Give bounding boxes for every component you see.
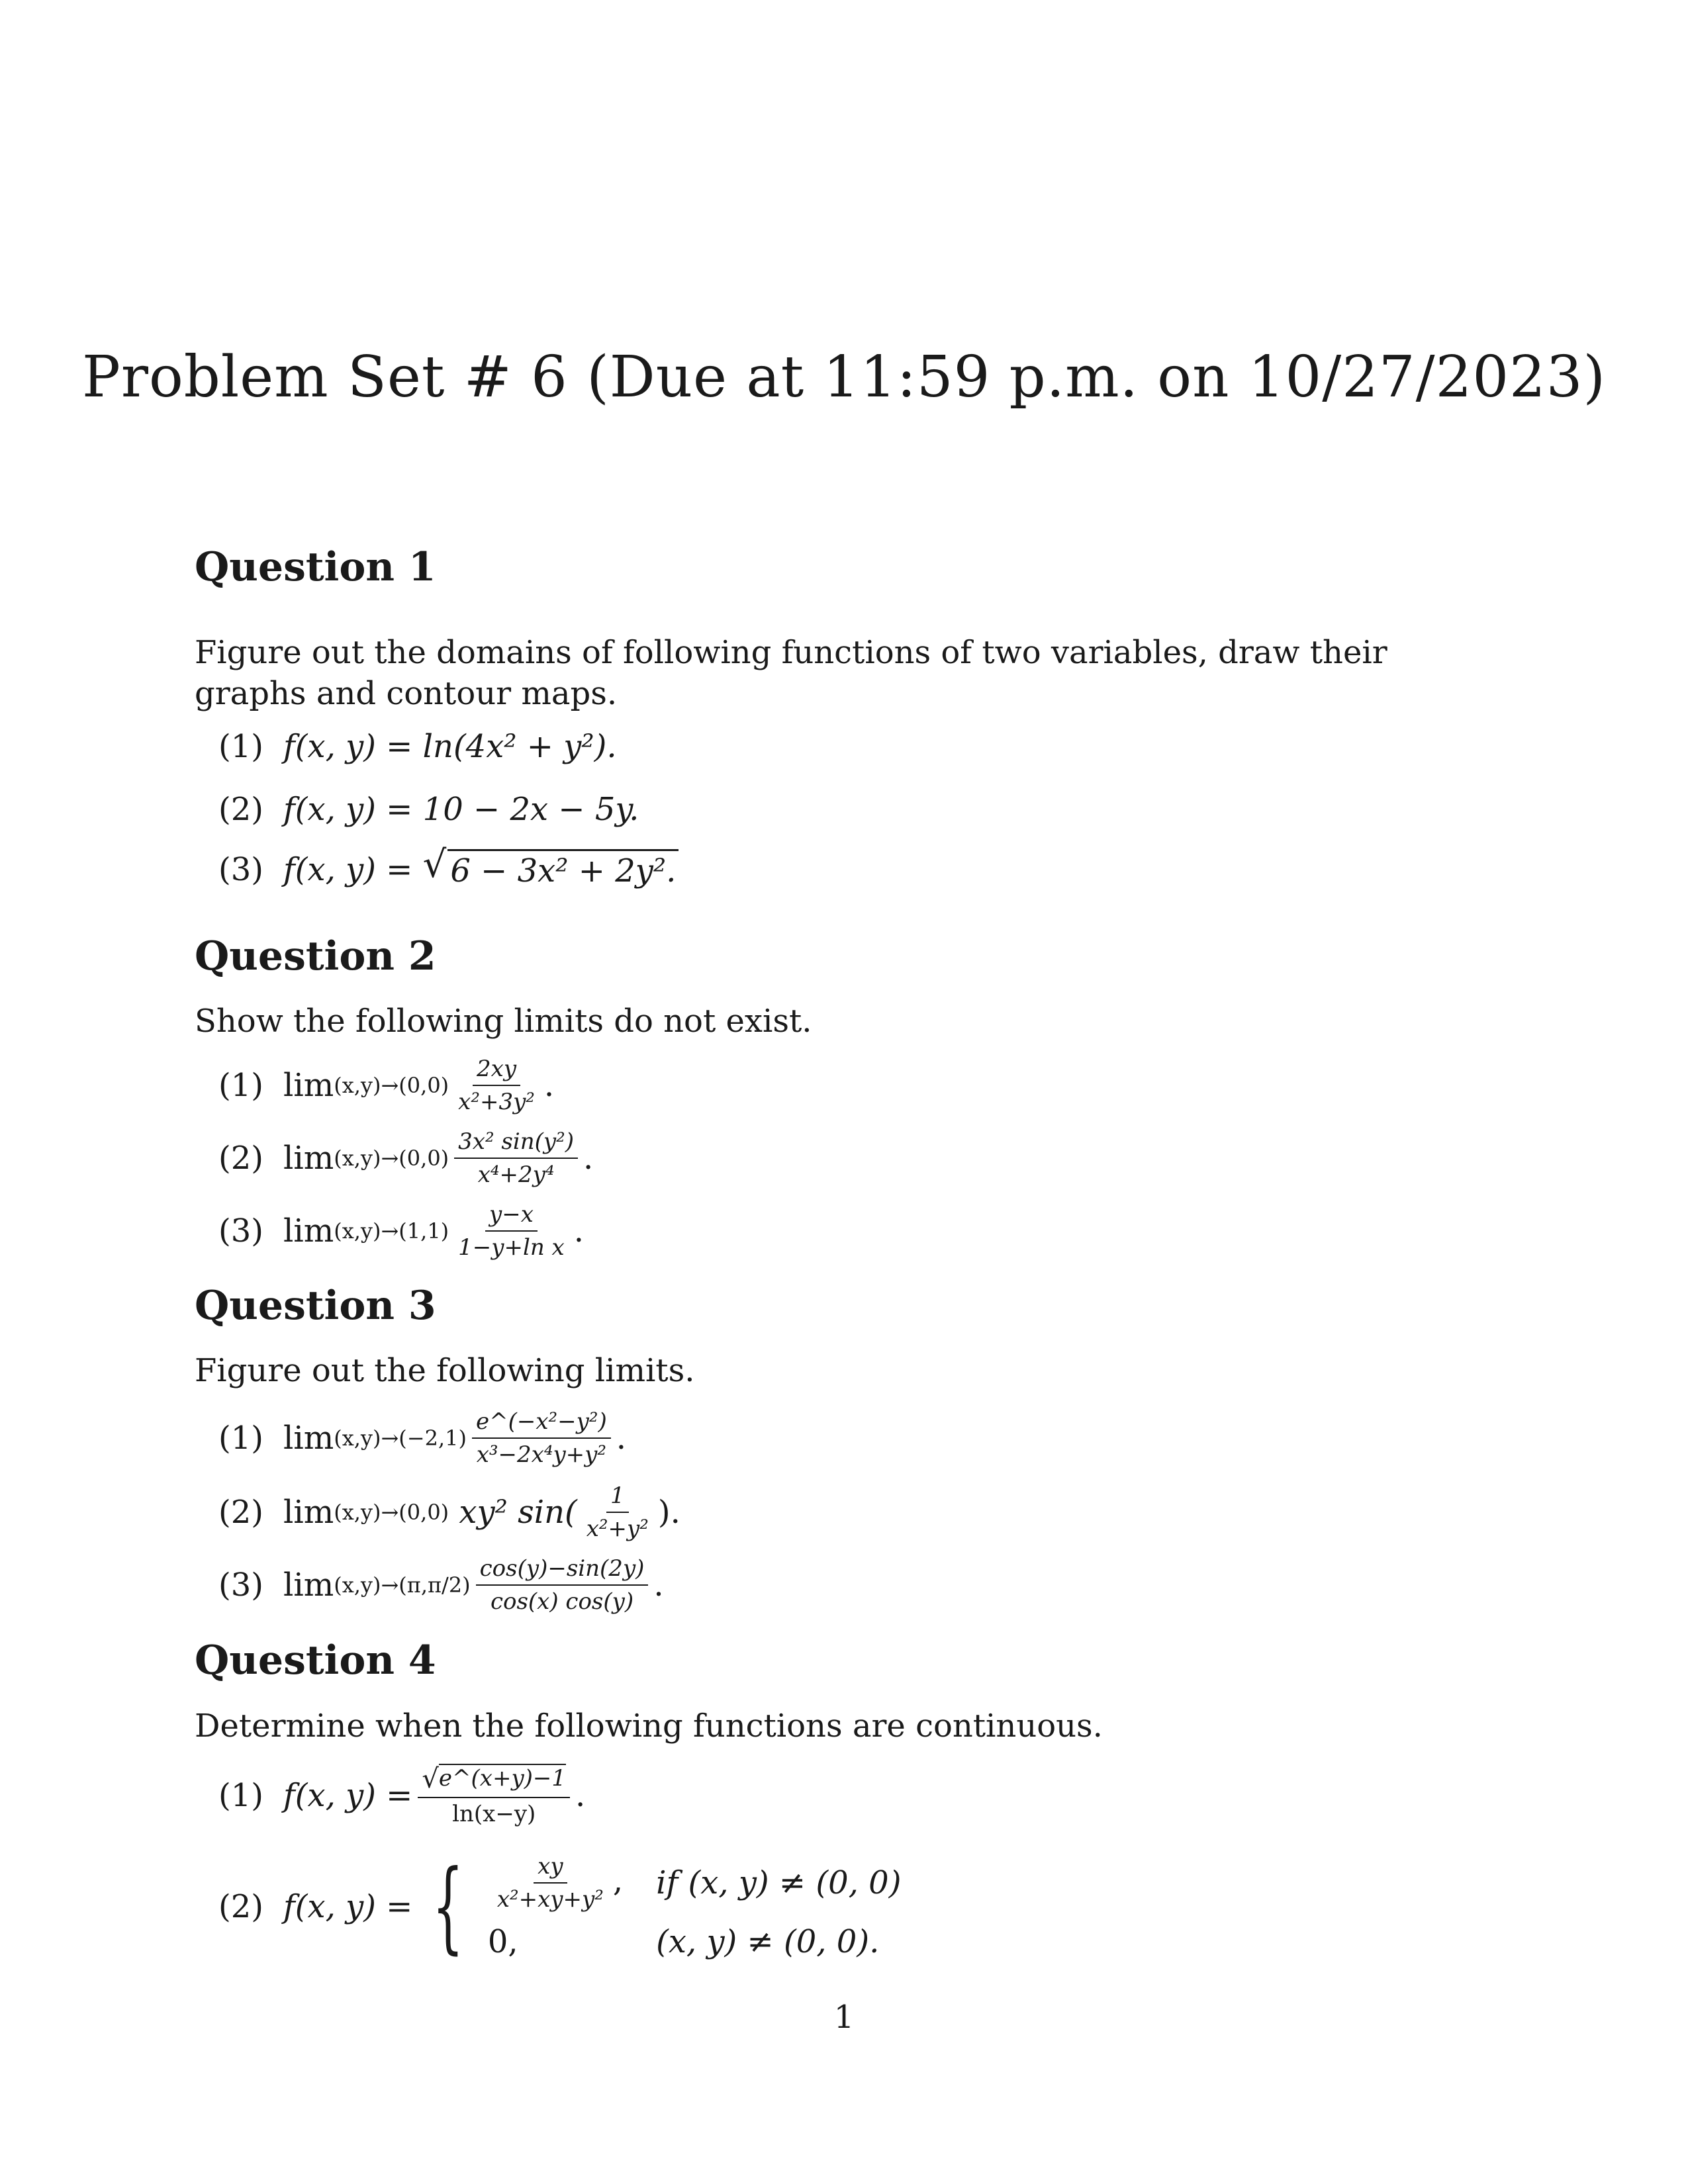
expression-prefix: xy² sin( <box>459 1494 577 1531</box>
case-2-value: 0, <box>487 1923 518 1960</box>
radical-sign: √ <box>422 843 447 886</box>
case-rows <box>488 1853 902 1960</box>
denominator: cos(x) cos(y) <box>490 1588 634 1615</box>
question-3-heading: Question 3 <box>195 1283 436 1329</box>
limit-subscript: (x,y)→(−2,1) <box>334 1426 467 1451</box>
fraction <box>454 1128 578 1188</box>
question-4-prompt: Determine when the following functions are continuous. <box>195 1707 1103 1745</box>
limit-operator: lim <box>283 1212 334 1250</box>
left-brace: { <box>432 1849 464 1964</box>
item-number: (2) <box>218 1888 263 1925</box>
item-number: (2) <box>218 791 263 828</box>
limit-operator: lim <box>283 1494 334 1531</box>
limit-subscript: (x,y)→(1,1) <box>334 1218 449 1244</box>
item-lhs: f(x, y) = <box>283 850 413 888</box>
denominator: x²+y² <box>586 1516 649 1542</box>
numerator: 2xy <box>473 1056 520 1086</box>
item-expression: 10 − 2x − 5y. <box>422 791 639 828</box>
q1-item-2 <box>218 791 639 828</box>
fraction <box>493 1853 608 1913</box>
q4-item-1: (1) f(x, y) = √ e^(x+y)−1 ln(x−y) . <box>218 1764 586 1827</box>
denominator: x²+3y² <box>458 1089 535 1115</box>
item-number: (3) <box>218 1567 263 1604</box>
item-number: (1) <box>218 1067 263 1104</box>
q3-item-3: (3) lim (x,y)→(π,π/2) $\frac{\cos(y)-\sin(2y)}{\cos(x) \cos(y)}$ . <box>218 1555 664 1615</box>
denominator: x³−2x⁴y+y² <box>476 1441 606 1468</box>
denominator: ln(x−y) <box>452 1801 536 1827</box>
item-number: (1) <box>218 1777 263 1814</box>
item-number: (3) <box>218 1212 263 1250</box>
numerator: xy <box>534 1853 567 1884</box>
page-title: Problem Set # 6 (Due at 11:59 p.m. on 10/27/2023) <box>81 344 1607 410</box>
radical-sign: √ <box>422 1764 439 1794</box>
limit-subscript: (x,y)→(0,0) <box>334 1073 449 1098</box>
q2-item-3: (3) lim (x,y)→(1,1) $\frac{y-x}{\text{1−y+ln x}}$ . <box>218 1201 584 1261</box>
fraction <box>472 1408 611 1468</box>
q4-item-2 <box>218 1849 902 1964</box>
limit-operator: lim <box>283 1067 334 1104</box>
numerator: y−x <box>485 1201 538 1232</box>
limit-operator: lim <box>283 1567 334 1604</box>
q1-item-1 <box>218 728 617 765</box>
fraction <box>454 1056 539 1115</box>
q1-item-3 <box>218 843 679 889</box>
item-number: (2) <box>218 1140 263 1177</box>
denominator: x²+xy+y² <box>496 1886 604 1913</box>
question-4-heading: Question 4 <box>195 1637 436 1684</box>
q2-item-1: (1) lim (x,y)→(0,0) $\frac{2xy}{\text{x²+3y²}}$ . <box>218 1056 555 1115</box>
limit-operator: lim <box>283 1420 334 1457</box>
case-2-condition: (x, y) ≠ (0, 0). <box>656 1923 880 1960</box>
item-number: (1) <box>218 1420 263 1457</box>
question-1-prompt: Figure out the domains of following functions of two variables, draw their graphs and contour maps. <box>195 634 1387 712</box>
question-2-prompt: Show the following limits do not exist. <box>195 1003 812 1040</box>
fraction <box>476 1555 649 1615</box>
q2-item-2: (2) lim (x,y)→(0,0) $\frac{\text{3x² sin(y²)}}{\text{x⁴+2y⁴}}$ . <box>218 1128 594 1188</box>
item-expression: ln(4x² + y²). <box>422 728 617 765</box>
numerator: e^(−x²−y²) <box>472 1408 611 1439</box>
expression-suffix: ). <box>657 1494 680 1531</box>
fraction <box>583 1482 653 1542</box>
limit-subscript: (x,y)→(0,0) <box>334 1146 449 1171</box>
numerator: cos(y)−sin(2y) <box>476 1555 649 1586</box>
numerator <box>418 1764 570 1798</box>
item-lhs: f(x, y) = <box>283 728 413 765</box>
item-number: (3) <box>218 850 263 888</box>
item-expression: 6 − 3x² + 2y². <box>447 849 679 889</box>
limit-subscript: (x,y)→(π,π/2) <box>334 1572 471 1598</box>
question-1-heading: Question 1 <box>195 544 436 590</box>
case-1-value: $\frac{xy}{\text{x²+xy+y²}}$ , <box>488 1853 623 1913</box>
item-number: (2) <box>218 1494 263 1531</box>
denominator: 1−y+ln x <box>458 1234 565 1261</box>
page-number: 1 <box>833 1999 855 2036</box>
fraction <box>418 1764 570 1827</box>
radicand: e^(x+y)−1 <box>439 1764 566 1794</box>
item-number: (1) <box>218 728 263 765</box>
fraction <box>454 1201 569 1261</box>
question-2-heading: Question 2 <box>195 933 436 979</box>
item-lhs: f(x, y) = <box>283 1777 413 1814</box>
denominator: x⁴+2y⁴ <box>477 1161 555 1188</box>
case-1-condition: if (x, y) ≠ (0, 0) <box>656 1864 902 1901</box>
numerator: 3x² sin(y²) <box>454 1128 578 1159</box>
limit-operator: lim <box>283 1140 334 1177</box>
q3-item-2 <box>218 1482 680 1542</box>
q3-item-1: (1) lim (x,y)→(−2,1) $\frac{\text{e\textasciicircum{}(−x²−y²)}}{\text{x³−2x⁴y+y²}}$ . <box>218 1408 626 1468</box>
limit-subscript: (x,y)→(0,0) <box>334 1500 449 1525</box>
numerator: 1 <box>606 1482 629 1513</box>
piecewise-definition <box>412 1849 902 1964</box>
item-lhs: f(x, y) = <box>283 791 413 828</box>
item-lhs: f(x, y) = <box>283 1888 413 1925</box>
square-root <box>422 843 679 889</box>
question-3-prompt: Figure out the following limits. <box>195 1352 695 1389</box>
